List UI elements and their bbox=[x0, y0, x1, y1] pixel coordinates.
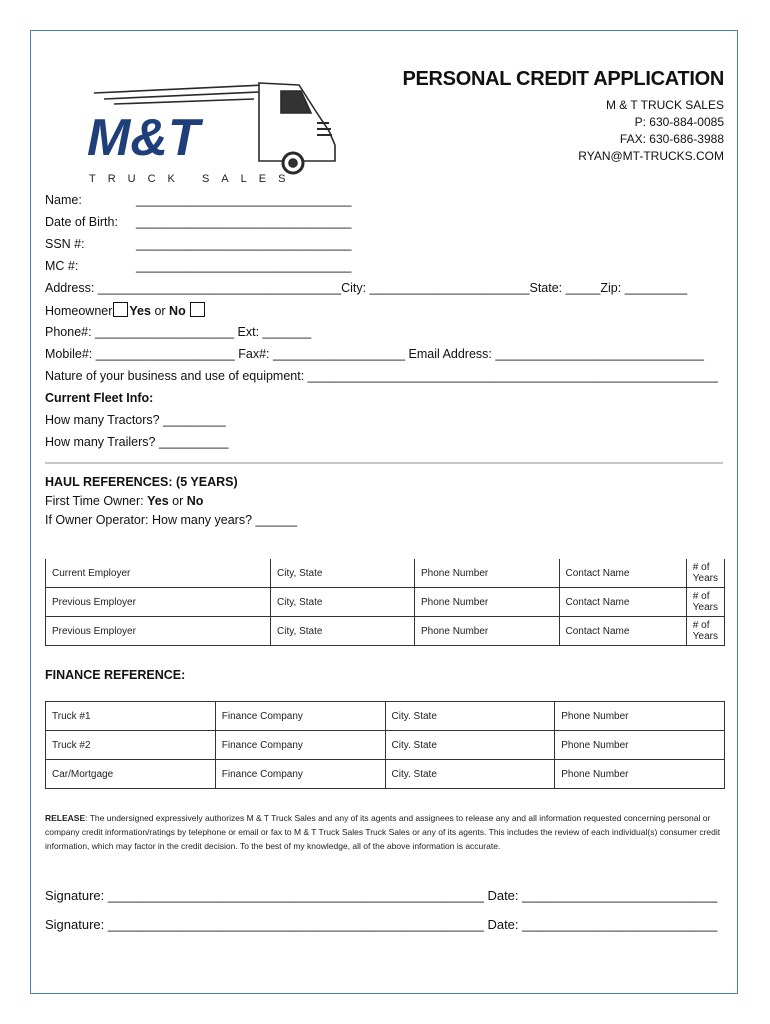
mc-field[interactable]: _______________________________ bbox=[136, 259, 352, 273]
table-row bbox=[46, 760, 725, 789]
tractors-line[interactable]: How many Tractors? _________ bbox=[45, 413, 226, 427]
ssn-field[interactable]: _______________________________ bbox=[136, 237, 352, 251]
dob-field[interactable]: _______________________________ bbox=[136, 215, 352, 229]
homeowner-no-checkbox[interactable] bbox=[190, 302, 205, 317]
signature-line-2[interactable]: Signature: ____________________________________________________ Date: ___________________________ bbox=[45, 917, 718, 932]
table-cell[interactable]: City, State bbox=[271, 588, 415, 617]
name-field[interactable]: _______________________________ bbox=[136, 193, 352, 207]
company-email: RYAN@MT-TRUCKS.COM bbox=[578, 149, 724, 163]
release-statement bbox=[45, 811, 725, 853]
table-cell[interactable]: Previous Employer bbox=[46, 588, 271, 617]
table-cell[interactable]: Current Employer bbox=[46, 559, 271, 588]
table-cell[interactable]: Finance Company bbox=[215, 760, 385, 789]
mobile-line[interactable]: Mobile#: ____________________ Fax#: ___________________ Email Address: ______________________________ bbox=[45, 347, 704, 361]
table-row bbox=[46, 731, 725, 760]
owner-operator-line[interactable]: If Owner Operator: How many years? ______ bbox=[45, 513, 298, 527]
haul-heading: HAUL REFERENCES: (5 YEARS) bbox=[45, 475, 238, 489]
table-cell[interactable]: Finance Company bbox=[215, 702, 385, 731]
finance-heading: FINANCE REFERENCE: bbox=[45, 668, 186, 682]
dob-label: Date of Birth: bbox=[45, 215, 118, 229]
table-row bbox=[46, 588, 725, 617]
ssn-label: SSN #: bbox=[45, 237, 85, 251]
table-cell[interactable]: Truck #1 bbox=[46, 702, 216, 731]
table-cell[interactable]: Previous Employer bbox=[46, 617, 271, 646]
logo-sub-text: TRUCK SALES bbox=[89, 173, 298, 185]
finance-table bbox=[45, 701, 725, 789]
release-label: RELEASE bbox=[45, 813, 86, 823]
name-label: Name: bbox=[45, 193, 82, 207]
company-name: M & T TRUCK SALES bbox=[605, 98, 724, 112]
first-time-owner-label: First Time Owner: bbox=[45, 494, 144, 508]
table-cell[interactable]: # of Years bbox=[686, 559, 724, 588]
table-cell[interactable]: Finance Company bbox=[215, 731, 385, 760]
table-cell[interactable]: Phone Number bbox=[415, 588, 560, 617]
homeowner-yes-checkbox[interactable] bbox=[113, 302, 128, 317]
table-row bbox=[46, 559, 725, 588]
homeowner-or: or bbox=[154, 304, 166, 318]
first-time-no[interactable]: No bbox=[186, 494, 204, 508]
table-cell[interactable]: City, State bbox=[271, 617, 415, 646]
table-row bbox=[46, 702, 725, 731]
table-cell[interactable]: Truck #2 bbox=[46, 731, 216, 760]
first-time-owner-line bbox=[45, 494, 203, 508]
credit-application-page bbox=[30, 30, 738, 994]
address-line[interactable]: Address: ___________________________________City: _______________________State: _____Zip: _________ bbox=[45, 281, 688, 295]
company-phone: P: 630-884-0085 bbox=[634, 115, 724, 129]
table-cell[interactable]: Phone Number bbox=[415, 559, 560, 588]
page-title: PERSONAL CREDIT APPLICATION bbox=[402, 68, 724, 90]
signature-line-1[interactable]: Signature: ____________________________________________________ Date: ___________________________ bbox=[45, 888, 718, 903]
table-cell[interactable]: City, State bbox=[271, 559, 415, 588]
fleet-heading: Current Fleet Info: bbox=[45, 391, 154, 405]
table-cell[interactable]: # of Years bbox=[686, 588, 724, 617]
homeowner-no: No bbox=[169, 304, 186, 318]
mc-label: MC #: bbox=[45, 259, 79, 273]
table-cell[interactable]: Contact Name bbox=[559, 617, 686, 646]
table-cell[interactable]: City. State bbox=[385, 760, 555, 789]
employment-table bbox=[45, 559, 725, 646]
table-cell[interactable]: Phone Number bbox=[555, 760, 725, 789]
table-cell[interactable]: Phone Number bbox=[555, 702, 725, 731]
first-time-yes[interactable]: Yes bbox=[147, 494, 169, 508]
company-fax: FAX: 630-686-3988 bbox=[619, 132, 724, 146]
logo-main-text: M&T bbox=[87, 109, 200, 167]
table-cell[interactable]: City. State bbox=[385, 702, 555, 731]
phone-line[interactable]: Phone#: ____________________ Ext: _______ bbox=[45, 325, 312, 339]
trailers-line[interactable]: How many Trailers? __________ bbox=[45, 435, 229, 449]
nature-line[interactable]: Nature of your business and use of equipment: ___________________________________________________________ bbox=[45, 369, 718, 383]
table-row bbox=[46, 617, 725, 646]
table-cell[interactable]: Contact Name bbox=[559, 588, 686, 617]
mt-truck-sales-logo bbox=[59, 73, 349, 193]
table-cell[interactable]: Car/Mortgage bbox=[46, 760, 216, 789]
table-cell[interactable]: Phone Number bbox=[555, 731, 725, 760]
first-time-or: or bbox=[172, 494, 184, 508]
release-text: : The undersigned expressively authorizes M & T Truck Sales and any of its agents and assignees to release any and all information requested concerning personal or company credit information/ratings by telephone or email or fax to M & T Truck Sales Truck Sales or any of its agents. This includes the review of each individual(s) consumer credit information, which may factor in the credit decision. To the best of my knowledge, all of the above information is accurate. bbox=[45, 813, 721, 851]
section-divider bbox=[45, 462, 723, 464]
homeowner-line bbox=[45, 302, 206, 318]
table-cell[interactable]: City. State bbox=[385, 731, 555, 760]
table-cell[interactable]: # of Years bbox=[686, 617, 724, 646]
table-cell[interactable]: Contact Name bbox=[559, 559, 686, 588]
homeowner-yes: Yes bbox=[129, 304, 151, 318]
header-block bbox=[402, 68, 724, 165]
table-cell[interactable]: Phone Number bbox=[415, 617, 560, 646]
homeowner-label: Homeowner bbox=[45, 304, 113, 318]
